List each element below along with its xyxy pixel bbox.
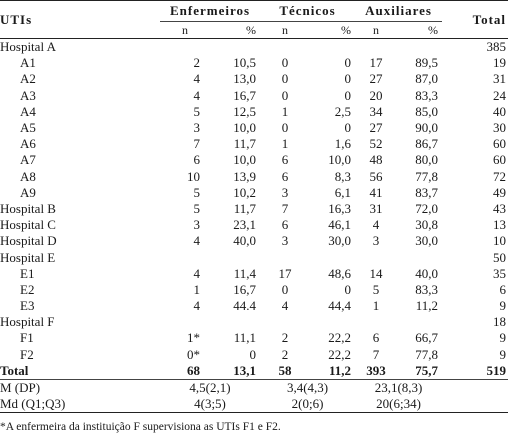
stats-row-median	[0, 396, 508, 413]
enfermeiros-n: 0*	[187, 346, 200, 362]
tecnicos-pct: 8,3	[334, 168, 352, 184]
tecnicos-pct	[310, 39, 355, 56]
subheader-tec-n: n	[260, 22, 310, 39]
row-total: 519	[486, 362, 507, 378]
stat-tec: 2(0;6)	[260, 396, 355, 413]
auxiliares-n: 4	[372, 217, 380, 233]
tecnicos-n: 2	[281, 346, 289, 362]
auxiliares-n	[355, 39, 397, 56]
tecnicos-n: 0	[281, 55, 289, 71]
tecnicos-n: 58	[278, 362, 292, 378]
row-total: 9	[499, 346, 507, 362]
auxiliares-pct: 11,2	[415, 298, 439, 314]
enfermeiros-pct: 12,5	[233, 103, 257, 119]
row-total: 18	[493, 314, 507, 330]
enfermeiros-n	[160, 39, 210, 56]
tecnicos-n: 2	[281, 330, 289, 346]
table-row	[0, 201, 508, 217]
tecnicos-pct: 0	[344, 55, 352, 71]
auxiliares-n: 27	[369, 71, 383, 87]
enfermeiros-n: 3	[193, 217, 200, 233]
enfermeiros-n: 4	[193, 87, 200, 103]
auxiliares-n: 56	[369, 168, 383, 184]
enfermeiros-n: 1	[193, 281, 200, 297]
table-row	[0, 120, 508, 136]
table-row	[0, 298, 508, 314]
enfermeiros-pct: 11,1	[233, 330, 257, 346]
row-label: Hospital F	[0, 314, 55, 330]
tecnicos-pct: 1,6	[334, 136, 352, 152]
auxiliares-pct: 75,7	[415, 362, 439, 378]
auxiliares-pct: 89,5	[415, 55, 439, 71]
row-total: 35	[493, 265, 507, 281]
enfermeiros-pct	[210, 39, 260, 56]
row-label: A1	[20, 55, 36, 71]
col-header-utis: UTIs	[0, 1, 160, 39]
row-total: 9	[499, 298, 507, 314]
table-row	[0, 104, 508, 120]
row-label: A7	[20, 152, 36, 168]
row-total: 31	[493, 71, 507, 87]
auxiliares-n: 17	[369, 55, 383, 71]
auxiliares-n: 3	[372, 233, 380, 249]
enfermeiros-pct	[210, 249, 260, 265]
tecnicos-n: 7	[281, 200, 289, 216]
row-total: 60	[493, 152, 507, 168]
enfermeiros-pct: 23,1	[233, 217, 257, 233]
tecnicos-n: 0	[281, 120, 289, 136]
auxiliares-n: 6	[372, 330, 380, 346]
tecnicos-pct: 22,2	[328, 330, 352, 346]
enfermeiros-n	[160, 314, 210, 330]
enfermeiros-pct: 10,2	[233, 184, 257, 200]
tecnicos-n: 6	[281, 152, 289, 168]
row-label: A5	[20, 120, 36, 136]
auxiliares-pct: 83,3	[415, 281, 439, 297]
row-label: E3	[20, 298, 35, 314]
auxiliares-pct	[397, 39, 442, 56]
row-total: 24	[493, 87, 507, 103]
auxiliares-pct: 77,8	[415, 168, 439, 184]
auxiliares-pct: 77,8	[415, 346, 439, 362]
table-row	[0, 152, 508, 168]
tecnicos-n	[260, 249, 310, 265]
enfermeiros-n: 4	[193, 71, 200, 87]
auxiliares-pct: 30,8	[415, 217, 439, 233]
enfermeiros-pct: 16,7	[233, 87, 257, 103]
stat-aux: 20(6;34)	[355, 396, 442, 413]
table-row	[0, 88, 508, 104]
tecnicos-pct: 2,5	[334, 103, 352, 119]
row-label: E1	[20, 265, 35, 281]
col-header-auxiliares: Auxiliares	[355, 1, 442, 22]
enfermeiros-n: 4	[193, 298, 200, 314]
auxiliares-n: 52	[369, 136, 383, 152]
enfermeiros-n: 4	[193, 233, 200, 249]
subheader-aux-pct: %	[397, 22, 442, 39]
enfermeiros-n: 5	[193, 103, 200, 119]
row-total: 72	[493, 168, 507, 184]
tecnicos-pct: 0	[344, 120, 352, 136]
auxiliares-n: 1	[372, 298, 380, 314]
row-total: 6	[499, 281, 507, 297]
table-row	[0, 249, 508, 265]
tecnicos-n: 3	[281, 184, 289, 200]
auxiliares-n	[355, 314, 397, 330]
enfermeiros-pct: 13,0	[233, 71, 257, 87]
tecnicos-pct: 16,3	[328, 200, 352, 216]
enfermeiros-n: 68	[187, 362, 200, 378]
tecnicos-n: 0	[281, 281, 289, 297]
row-label: Total	[0, 362, 29, 378]
row-total: 13	[493, 217, 507, 233]
auxiliares-pct: 66,7	[415, 330, 439, 346]
auxiliares-pct: 40,0	[415, 265, 439, 281]
tecnicos-n: 6	[281, 168, 289, 184]
row-label: A3	[20, 87, 36, 103]
row-total: 50	[493, 249, 507, 265]
enfermeiros-pct: 10,0	[233, 120, 257, 136]
table-row	[0, 55, 508, 71]
table-row	[0, 282, 508, 298]
auxiliares-n: 393	[366, 362, 386, 378]
auxiliares-n: 48	[369, 152, 383, 168]
table-row	[0, 217, 508, 233]
auxiliares-pct	[397, 314, 442, 330]
auxiliares-pct: 90,0	[415, 120, 439, 136]
stat-empty	[442, 379, 508, 396]
table-row	[0, 185, 508, 201]
row-label: E2	[20, 281, 35, 297]
row-total: 40	[493, 103, 507, 119]
row-label: Hospital E	[0, 249, 56, 265]
tecnicos-pct: 48,6	[328, 265, 352, 281]
stat-tec: 3,4(4,3)	[260, 379, 355, 396]
table-row	[0, 39, 508, 56]
subheader-enf-n: n	[160, 22, 210, 39]
auxiliares-n: 5	[372, 281, 380, 297]
enfermeiros-n	[160, 249, 210, 265]
tecnicos-n: 3	[281, 233, 289, 249]
enfermeiros-pct	[210, 314, 260, 330]
tecnicos-n: 4	[281, 298, 289, 314]
auxiliares-pct: 86,7	[415, 136, 439, 152]
table-row	[0, 314, 508, 330]
row-total: 30	[493, 120, 507, 136]
enfermeiros-n: 4	[193, 265, 200, 281]
row-total: 43	[493, 200, 507, 216]
stats-row-mean	[0, 379, 508, 396]
table-row	[0, 363, 508, 380]
auxiliares-n: 14	[369, 265, 383, 281]
table-row	[0, 169, 508, 185]
enfermeiros-n: 7	[193, 136, 200, 152]
auxiliares-n: 41	[369, 184, 383, 200]
tecnicos-pct: 44,4	[328, 298, 352, 314]
enfermeiros-pct: 16,7	[233, 281, 257, 297]
tecnicos-n: 0	[281, 71, 289, 87]
table-row	[0, 233, 508, 249]
stat-enf: 4(3;5)	[160, 396, 260, 413]
tecnicos-pct: 0	[344, 281, 352, 297]
auxiliares-pct: 72,0	[415, 200, 439, 216]
tecnicos-pct: 10,0	[328, 152, 352, 168]
tecnicos-pct: 0	[344, 87, 352, 103]
table-row	[0, 71, 508, 87]
tecnicos-pct	[310, 249, 355, 265]
auxiliares-pct: 83,3	[415, 87, 439, 103]
enfermeiros-pct: 44.4	[233, 298, 257, 314]
tecnicos-n	[260, 314, 310, 330]
auxiliares-pct: 83,7	[415, 184, 439, 200]
tecnicos-n: 17	[278, 265, 292, 281]
table-row	[0, 136, 508, 152]
enfermeiros-pct: 11,7	[233, 136, 257, 152]
auxiliares-n: 34	[369, 103, 383, 119]
tecnicos-pct: 11,2	[328, 362, 352, 378]
stat-label: M (DP)	[0, 379, 160, 396]
row-total: 60	[493, 136, 507, 152]
row-label: F2	[20, 346, 34, 362]
auxiliares-n: 7	[372, 346, 380, 362]
table-row	[0, 330, 508, 346]
subheader-aux-n: n	[355, 22, 397, 39]
row-total: 9	[499, 330, 507, 346]
row-label: Hospital B	[0, 200, 56, 216]
stat-enf: 4,5(2,1)	[160, 379, 260, 396]
auxiliares-n: 27	[369, 120, 383, 136]
tecnicos-n: 1	[281, 103, 289, 119]
enfermeiros-pct: 0	[249, 346, 257, 362]
row-label: A4	[20, 103, 36, 119]
tecnicos-pct	[310, 314, 355, 330]
auxiliares-pct	[397, 249, 442, 265]
enfermeiros-pct: 13,1	[233, 362, 257, 378]
enfermeiros-pct: 11,7	[233, 200, 257, 216]
enfermeiros-n: 3	[193, 120, 200, 136]
tecnicos-n	[260, 39, 310, 56]
col-header-total: Total	[442, 1, 508, 39]
enfermeiros-n: 10	[187, 168, 200, 184]
row-label: F1	[20, 330, 34, 346]
auxiliares-n: 20	[369, 87, 383, 103]
enfermeiros-n: 1*	[187, 330, 200, 346]
enfermeiros-n: 6	[193, 152, 200, 168]
row-label: A8	[20, 168, 36, 184]
enfermeiros-pct: 40,0	[233, 233, 257, 249]
row-total: 19	[493, 55, 507, 71]
row-label: A2	[20, 71, 36, 87]
auxiliares-n	[355, 249, 397, 265]
enfermeiros-n: 5	[193, 184, 200, 200]
tecnicos-n: 1	[281, 136, 289, 152]
row-label: Hospital A	[0, 39, 56, 55]
enfermeiros-pct: 10,0	[233, 152, 257, 168]
tecnicos-n: 6	[281, 217, 289, 233]
auxiliares-n: 31	[369, 200, 383, 216]
col-header-enfermeiros: Enfermeiros	[160, 1, 260, 22]
row-total: 49	[493, 184, 507, 200]
tecnicos-pct: 22,2	[328, 346, 352, 362]
footnote: *A enfermeira da instituição F supervisiona as UTIs F1 e F2.	[0, 421, 281, 433]
enfermeiros-pct: 13,9	[233, 168, 257, 184]
tecnicos-pct: 46,1	[328, 217, 352, 233]
tecnicos-pct: 0	[344, 71, 352, 87]
enfermeiros-pct: 10,5	[233, 55, 257, 71]
stat-aux: 23,1(8,3)	[355, 379, 442, 396]
tecnicos-pct: 6,1	[334, 184, 352, 200]
row-total: 385	[486, 39, 507, 55]
stat-empty	[442, 396, 508, 413]
subheader-tec-pct: %	[310, 22, 355, 39]
tecnicos-n: 0	[281, 87, 289, 103]
auxiliares-pct: 80,0	[415, 152, 439, 168]
stat-label: Md (Q1;Q3)	[0, 396, 160, 413]
row-label: Hospital D	[0, 233, 57, 249]
subheader-enf-pct: %	[210, 22, 260, 39]
row-total: 10	[493, 233, 507, 249]
row-label: Hospital C	[0, 217, 56, 233]
table-row	[0, 266, 508, 282]
col-header-tecnicos: Técnicos	[260, 1, 355, 22]
auxiliares-pct: 30,0	[415, 233, 439, 249]
table-row	[0, 347, 508, 363]
tecnicos-pct: 30,0	[328, 233, 352, 249]
row-label: A9	[20, 184, 36, 200]
enfermeiros-n: 5	[193, 200, 200, 216]
auxiliares-pct: 87,0	[415, 71, 439, 87]
enfermeiros-pct: 11,4	[233, 265, 257, 281]
auxiliares-pct: 85,0	[415, 103, 439, 119]
enfermeiros-n: 2	[193, 55, 200, 71]
row-label: A6	[20, 136, 36, 152]
